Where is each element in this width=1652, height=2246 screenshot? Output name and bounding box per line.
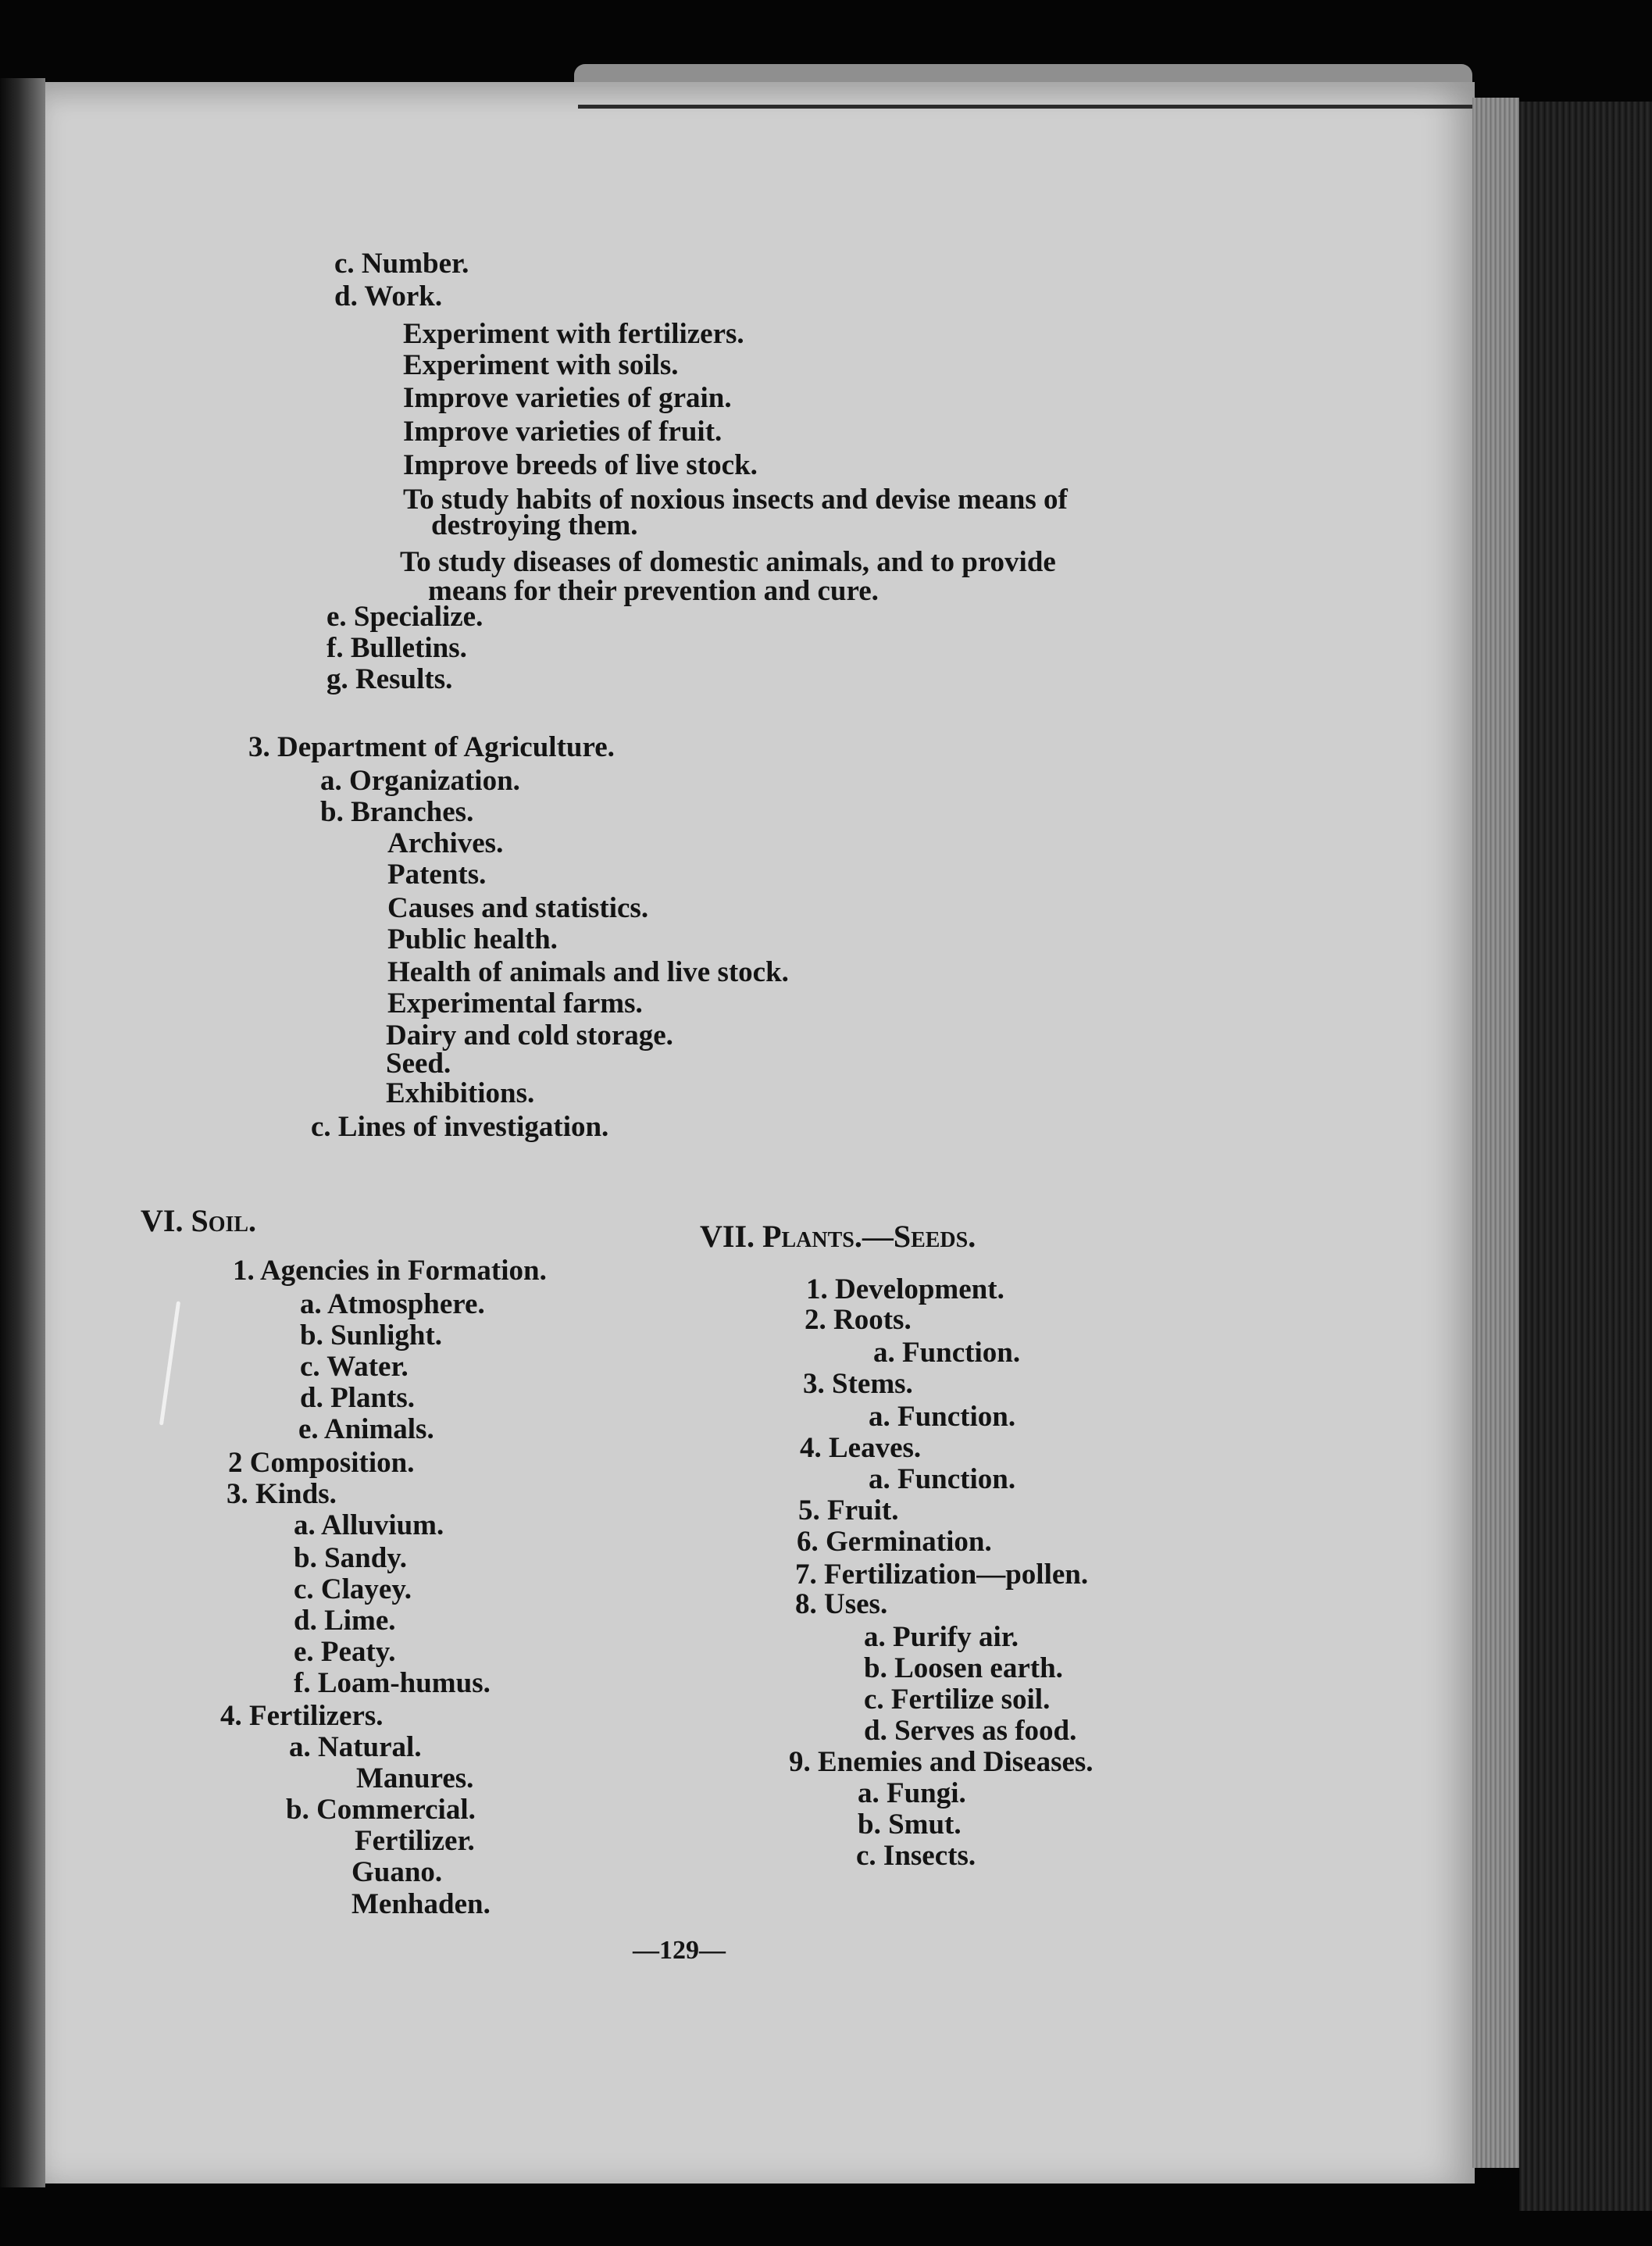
outline-item: g. Results. [326,663,453,695]
outline-item: b. Loosen earth. [864,1652,1063,1684]
outline-item: 3. Kinds. [227,1478,337,1510]
outline-item: c. Fertilize soil. [864,1684,1051,1716]
outline-item: 1. Development. [806,1273,1004,1305]
outline-item: d. Serves as food. [864,1715,1077,1747]
outline-item: b. Sunlight. [300,1319,443,1352]
outline-item: 4. Leaves. [800,1432,922,1464]
outline-item: Seed. [386,1048,451,1080]
outline-item: 1. Agencies in Formation. [233,1255,547,1287]
outline-item: d. Lime. [294,1605,396,1637]
outline-item: a. Function. [869,1463,1016,1495]
outline-item: Health of animals and live stock. [387,956,789,988]
outline-item: 7. Fertilization—pollen. [795,1559,1089,1591]
outline-item: a. Natural. [289,1731,422,1763]
outline-item: b. Smut. [858,1809,962,1841]
outline-item: b. Branches. [320,796,474,828]
outline-item: c. Water. [300,1351,409,1383]
outline-item: Causes and statistics. [387,892,649,924]
outline-item: a. Atmosphere. [300,1288,485,1320]
outline-item: e. Peaty. [294,1636,396,1668]
outline-item: a. Purify air. [864,1621,1019,1653]
outline-item: Guano. [351,1856,443,1888]
heading-number: VII. [700,1219,755,1254]
heading-title: Plants.—Seeds. [762,1219,976,1254]
outline-item: c. Number. [334,248,469,280]
outline-item: destroying them. [431,509,638,541]
outline-item: a. Alluvium. [294,1509,444,1541]
outline-item: d. Work. [334,280,443,312]
outline-item: 9. Enemies and Diseases. [789,1746,1094,1778]
outline-item: 8. Uses. [795,1588,888,1620]
outline-item: c. Lines of investigation. [311,1111,609,1143]
outline-item: means for their prevention and cure. [428,575,879,607]
outline-item: Public health. [387,923,558,955]
left-binding [0,78,45,2187]
page-edge [1472,98,1519,2168]
outline-item: Menhaden. [351,1888,491,1920]
outline-item: Experimental farms. [387,987,643,1019]
heading-title: Soil. [191,1203,257,1238]
heading-number: VI. [141,1203,184,1238]
outline-item: 3. Stems. [803,1368,913,1400]
outline-item: Experiment with soils. [403,349,679,381]
outline-item: 6. Germination. [797,1526,992,1558]
outline-item: Archives. [387,827,504,859]
outline-item: Patents. [387,859,487,891]
book-edge [1519,102,1652,2211]
outline-item: Improve varieties of grain. [403,382,732,414]
outline-item: 5. Fruit. [798,1494,899,1526]
outline-item: f. Bulletins. [326,632,467,664]
outline-item: To study diseases of domestic animals, and to provide [400,546,1056,578]
page [45,82,1475,2184]
section-heading-plants [700,1221,976,1252]
outline-item: Dairy and cold storage. [386,1019,673,1052]
outline-item: Manures. [356,1762,474,1794]
outline-item: 2. Roots. [805,1304,912,1336]
section-heading-soil [141,1205,256,1237]
outline-item: c. Clayey. [294,1573,412,1605]
outline-item: Fertilizer. [355,1825,475,1857]
page-number: —129— [633,1936,726,1965]
outline-item: a. Organization. [320,765,520,797]
outline-item: b. Sandy. [294,1542,408,1574]
outline-item: 3. Department of Agriculture. [248,731,615,763]
outline-item: 4. Fertilizers. [220,1700,384,1732]
outline-item: 2 Composition. [228,1447,415,1479]
outline-item: Exhibitions. [386,1077,535,1109]
outline-item: f. Loam-humus. [294,1667,491,1699]
outline-item: a. Function. [873,1337,1021,1369]
outline-item: c. Insects. [856,1840,976,1872]
outline-item: Improve breeds of live stock. [403,449,758,481]
outline-item: e. Specialize. [326,601,483,633]
outline-item: Experiment with fertilizers. [403,318,744,350]
outline-item: a. Function. [869,1401,1016,1433]
outline-item: b. Commercial. [286,1794,476,1826]
outline-item: e. Animals. [298,1413,434,1445]
outline-item: d. Plants. [300,1382,416,1414]
outline-item: To study habits of noxious insects and devise means of [403,484,1068,516]
outline-item: Improve varieties of fruit. [403,416,723,448]
outline-item: a. Fungi. [858,1777,966,1809]
top-rule [578,105,1472,109]
